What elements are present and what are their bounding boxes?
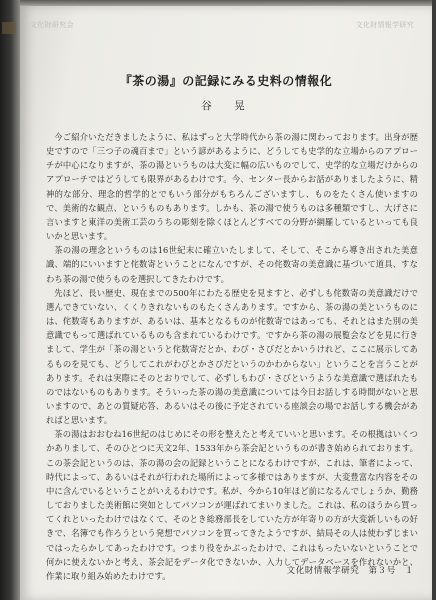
- body-paragraph: 茶の湯の理念というものは16世紀末に確立いたしまして、そして、そこから導き出された美意識、端的にいいますと侘数寄ということになんですが、その侘数寄の美意識に基づいて道具、すなわち茶の湯で使うものを選択してきたわけです。: [46, 245, 418, 284]
- body-paragraph: 茶の湯はおおむね16世紀のはじめにその形を整えたと考えていいと思います。その根拠はいくつかありまして、そのひとつに天文2年、1533年から茶会記というものが書き始められております。この茶会記というのは、茶の湯の会の記録ということになるわけですが、これは、筆者によって、時代によって、あるいはそれが行われた場所によって多様ではありますが、大変豊富な内容をその中に含んでいるということがいえるわけです。私が、今から10年ほど前になるんでしょうか、勤務しておりました美術館に突如としてパソコンが運ばれてまいりました。これは、私のほうから買ってくれといったわけではなくて、そのとき総務部長をしていた方が年寄りの方が大変新しいもの好きで、名簿でも作ろうという発想でパソコンを買ってきたようですが、結局その人は使わずじまいではったらかしてあったわけです。つまり役をかぶったわけで、これはもったいないということで何かに使えないかと考え、茶会記をデータ化できないか、入力してデータベースを作れないかと、作業に取り組み始めたわけです。: [46, 429, 418, 581]
- adjacent-page-fragment: [2, 22, 16, 34]
- running-head-right: 文化財情報学研究: [355, 21, 414, 29]
- article-title: 『茶の湯』の記録にみる史料の情報化: [119, 74, 333, 88]
- page-right-edge: [432, 0, 436, 600]
- author-name: 谷 晃: [201, 100, 251, 112]
- article-body: [46, 130, 418, 583]
- document-page: [20, 6, 432, 600]
- body-paragraph: 先ほど、長い歴史、現在までの500年にわたる歴史を見ますと、必ずしも侘数寄の美意識だけで選んできていない、くくりきれないものもたくさんあります。ですから、茶の湯の美というものには、侘数寄もありますが、あるいは、基本となるものが侘数寄ではあっても、それとはまた別の美意識でもって選ばれているものも含まれているわけです。ですから茶の湯の展覧会などを見に行きまして、学生が「茶の湯というと侘数寄だとか、わび・さびだとかいうけれど、ここに展示してあるものを見ても、どうしてこれがわびとかさびだというのかわからない」ということを言うことがあります。それは実際にそのとおりでして、必ずしもわび・さびというような美意識で選ばれたものではないものもあります。そういった茶の湯の美意識については今日お話しする時間がないと思いますので、あとの質疑応答、あるいはその後に予定されている座談会の場でお話しする機会があればと思います。: [46, 287, 418, 426]
- page-footer: 文化財情報学研究 第３号 １: [286, 566, 414, 576]
- book-binding-edge: [0, 0, 20, 600]
- running-head-left: 文化財研究会: [30, 21, 74, 29]
- body-paragraph: 今ご紹介いただきましたように、私はずっと大学時代から茶の湯に関わっております。出身が歴史ですので「三つ子の魂百まで」という諺があるように、どうしても史学的な立場からのアプローチが中心になりますが、茶の湯というものは大変に幅の広いものでして、史学的な立場だけからのアプローチではどうしても限界があるわけです。今、センター長からお話がありましたように、精神的な部分、理念的哲学的とでもいう部分がもちろんございますし、ものをたくさん使いますので、美術的な観点、というものもあります。しかも、茶の湯で使うものは多種類ですし、大げさに言いますと東洋の美術工芸のうちの彫刻を除くほとんどすべての分野が網羅しているといっても良いかと思います。: [46, 132, 418, 242]
